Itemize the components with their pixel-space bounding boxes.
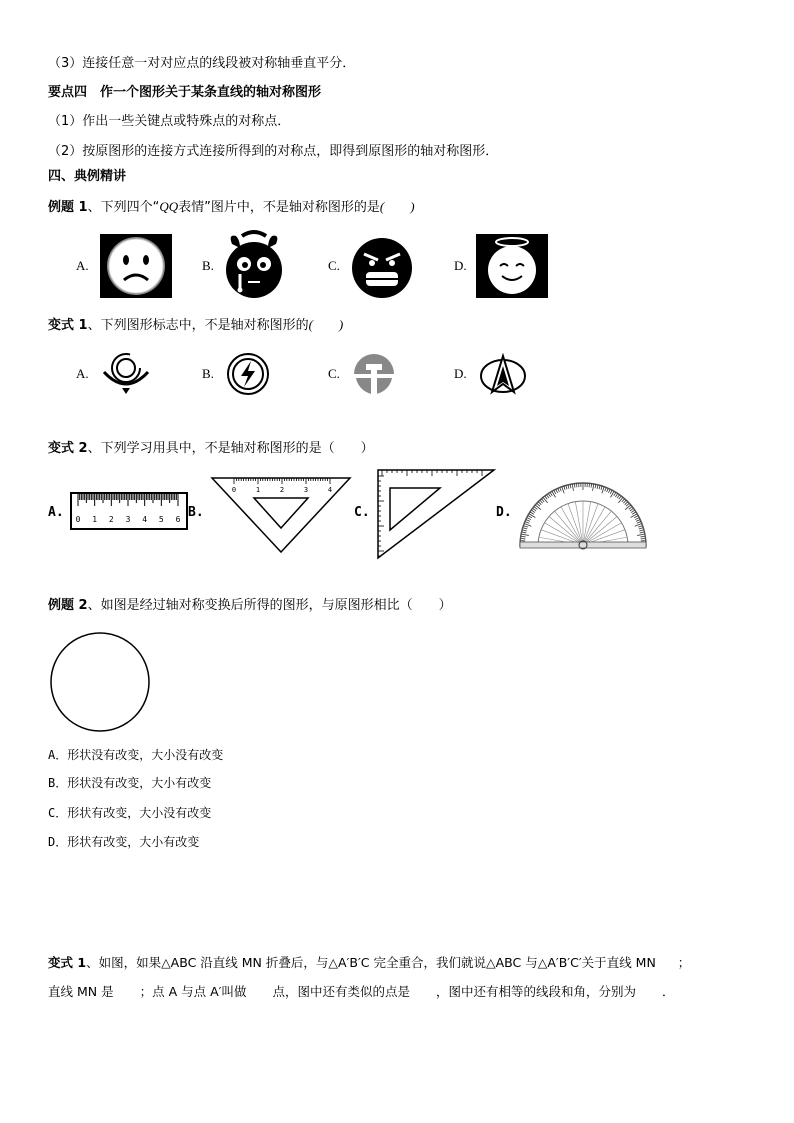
concentric-arc-logo-icon	[100, 350, 154, 394]
set-square-tick-label: 0	[231, 486, 237, 494]
variant3-line1	[48, 954, 690, 972]
example1-tag: 例题 1	[48, 200, 88, 215]
variant3-text2b: ；点 A 与点 A′叫做	[139, 984, 247, 999]
ruler-tick-label: 4	[142, 515, 148, 524]
sad-face-emoji-icon	[100, 234, 172, 298]
set-square-45-image	[210, 476, 352, 556]
property-3-text: （3）连接任意一对对应点的线段被对称轴垂直平分．	[48, 56, 356, 71]
lightning-bolt-logo-icon	[226, 352, 270, 396]
variant3-text2a: 直线 MN 是	[48, 984, 114, 999]
variant1-option-c[interactable]: C.	[328, 366, 340, 381]
variant2-option-c[interactable]: C.	[354, 505, 370, 520]
ruler-tick-label: 5	[158, 515, 164, 524]
example2-question	[48, 597, 452, 615]
example1-answer-paren[interactable]: ( )	[379, 199, 415, 214]
ruler-tick-label: 2	[108, 515, 114, 524]
example2-choice-c[interactable]: C．形状有改变，大小没有改变	[48, 806, 212, 820]
set-square-tick-label: 4	[327, 486, 333, 494]
set-square-tick-label: 2	[279, 486, 285, 494]
variant1-tag: 变式 1	[48, 318, 88, 333]
angel-face-emoji-icon	[476, 234, 548, 298]
angry-face-emoji-icon	[350, 236, 414, 300]
protractor-tick	[640, 536, 644, 537]
split-circle-logo-icon	[352, 352, 396, 396]
variant3-text2e: ．	[662, 984, 675, 999]
variant2-option-a[interactable]: A.	[48, 505, 64, 520]
variant2-question	[48, 440, 374, 458]
variant3-text1: 、如图，如果△ABC 沿直线 MN 折叠后，与△A′B′C 完全重合，我们就说△ABC 与△A′B′C′关于直线 MN	[86, 955, 656, 970]
variant1-question	[48, 316, 343, 335]
example1-text: 、下列四个“	[87, 200, 160, 215]
example1-option-a[interactable]: A.	[76, 258, 89, 273]
ruler-image	[70, 492, 188, 530]
variant3-line2	[48, 983, 675, 1001]
ruler-tick-label: 3	[125, 515, 131, 524]
crying-bird-emoji-icon	[222, 230, 286, 300]
variant2-option-b[interactable]: B.	[188, 505, 204, 520]
variant3-text2d: ，图中还有相等的线段和角，分别为	[435, 984, 636, 999]
example1-qq: QQ	[159, 199, 179, 214]
set-square-tick-label: 1	[255, 486, 261, 494]
point4-title: 要点四 作一个图形关于某条直线的轴对称图形	[48, 85, 322, 100]
protractor-tick	[574, 484, 575, 488]
ruler-tick-label: 0	[75, 515, 81, 524]
variant1-option-a[interactable]: A.	[76, 366, 89, 381]
set-square-tick-label: 3	[303, 486, 309, 494]
protractor-image	[516, 472, 650, 552]
variant3-text2c: 点，图中还有类似的点是	[272, 984, 410, 999]
protractor-tick	[591, 484, 592, 488]
example2-choice-d[interactable]: D．形状有改变，大小有改变	[48, 835, 200, 849]
example2-text: 、如图是经过轴对称变换后所得的图形，与原图形相比（ ）	[87, 598, 452, 613]
example1-question	[48, 198, 415, 217]
circle-figure	[48, 630, 154, 734]
section4-heading: 四、典例精讲	[48, 169, 127, 184]
point4-step2: （2）按原图形的连接方式连接所得到的对称点，即得到原图形的轴对称图形．	[48, 144, 499, 159]
variant2-option-d[interactable]: D.	[496, 505, 512, 520]
ruler-tick-label: 6	[175, 515, 181, 524]
example2-choice-b[interactable]: B．形状没有改变，大小有改变	[48, 776, 212, 790]
example1-option-d[interactable]: D.	[454, 258, 467, 273]
set-square-30-60-image	[376, 468, 496, 560]
variant1-option-b[interactable]: B.	[202, 366, 214, 381]
variant2-tag: 变式 2	[48, 441, 88, 456]
variant2-text: 、下列学习用具中，不是轴对称图形的是（ ）	[87, 441, 374, 456]
example1-text2: 表情”图片中，不是轴对称图形的是	[178, 200, 380, 215]
star-trek-badge-logo-icon	[478, 354, 528, 396]
variant1-text: 、下列图形标志中，不是轴对称图形的	[87, 318, 309, 333]
example1-option-b[interactable]: B.	[202, 258, 214, 273]
protractor-tick	[522, 536, 526, 537]
variant1-option-d[interactable]: D.	[454, 366, 467, 381]
example1-option-c[interactable]: C.	[328, 258, 340, 273]
variant1-answer-paren[interactable]: ( )	[308, 317, 344, 332]
example2-choice-a[interactable]: A．形状没有改变，大小没有改变	[48, 748, 224, 762]
variant3-tag: 变式 1	[48, 955, 87, 970]
example2-tag: 例题 2	[48, 598, 88, 613]
variant3-line1-end: ；	[677, 955, 691, 970]
point4-step1: （1）作出一些关键点或特殊点的对称点．	[48, 114, 291, 129]
ruler-tick-label: 1	[92, 515, 98, 524]
